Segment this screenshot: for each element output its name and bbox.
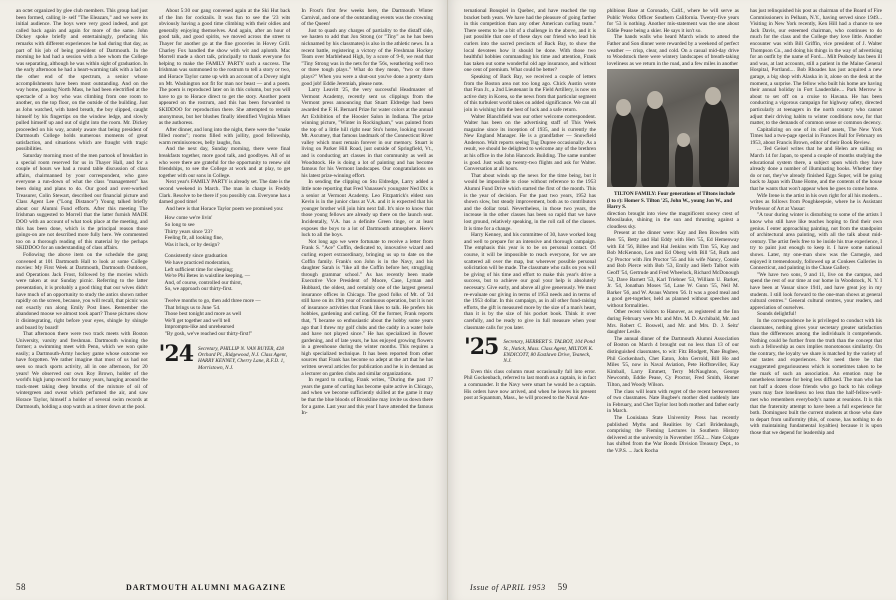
poem-line: Left sufficient time for sleeping; — [164, 266, 234, 273]
person-figure — [675, 141, 693, 187]
left-footer — [16, 582, 433, 592]
left-column-1 — [16, 8, 148, 572]
left-column-2 — [159, 8, 291, 572]
paragraph: After dinner, and long into the night, there were the "snake filled rooms"; rooms filled with jollity, good fellowship, warm reminiscences, belly laughs, fun. — [158, 126, 291, 146]
paragraph: And the next day, Sunday morning, there were final breakfasts together, more good talk, and goodbyes. All of us who were there are grateful for the opportunity to renew old friendships, to see the College at work and at play, to get together with our sons in College. — [158, 146, 291, 179]
poem-line: And, of course, controlled our thirst, — [164, 279, 243, 286]
paragraph: ... Ted Geisel writes that he and Helen are sailing on March 14 for Japan, to spend a couple of months studying the educational system there, a subject upon which they have already done a number of illuminating books. Whether they do or not, they've already finished Eggs Super, will be going back to Japan with Dane Home, and the contents of the house that he wants that won't appear when he goes to come home. — [750, 146, 882, 193]
poem-line: Thirty years since '23? — [164, 228, 213, 235]
paragraph: phibious Base at Coronado, Calif., where he will serve as Public Works Officer Southern California. Twenty-five years for '53 is nothing. Another mis-statement was the one about Eddie Pease being a skier. He says it isn't so. — [607, 8, 739, 34]
poem-line: How come we're livin' — [164, 215, 213, 222]
paragraph: direction brought into view the magnificent snowy crest of Moosilauke, shining in the sun and thrusting against a cloudless sky. — [607, 210, 739, 230]
paragraph: In regard to curling, Frank writes, "During the past 17 years the game of curling has become quite active in Chicago, and when we become sufficiently skilled at the game it may be that the blue bloods of Brookline may invite us down there for a game. Last year and this year I have attended the famous In- — [301, 377, 434, 417]
photo-caption: TILTON FAMILY: Four generations of Tiltons include (l to r): Homer S. Tilton '25, John W., young Jon W., and Harry S. — [607, 191, 736, 211]
paragraph: Not long ago we were fortunate to receive a letter from Frank S. "Ace" Coffin, dedicated to, innovative wizard and curling expert extraordinary, bringing us up to date on the Coffin family. Frank's son John is in the Navy, and his daughter Sarah is "like all the Coffin before her, struggling through grammar school." As has recently been made Executive Vice President of Moore, Case, Lyman and Hubbard, the oldest, and certainly one of the largest general insurance offices in Chicago. The good folks of Mt. of '24 still have on its 19th year of continuous operation, but it is not of insurance activities that Frank likes to talk. He prefers his hobbies, gardening and curling. Of the former, Frank reports that, "I became so enthusiastic about the hobby some years ago that I threw my golf clubs and the caddy in a water hole and have not played since." He has specialized in flower gardening, and of late years, he has enjoyed growing flowers in a greenhouse during the winter months. This requires a high specialized technique. It has been reported from other sources that Frank has become so adept at the art that he has written several articles for publication and he is in demand as a lecturer on garden clubs and similar organizations. — [301, 238, 434, 377]
paragraph: Even this class column must occasionally fall into error. Phil Gockenbach, referred to last month as a captain, is in fact a commander. It the Navy were smart he would be a captain. His orders have now arrived, and when he leaves his present post at Squantum, Mass., he will proceed to the Naval Am- — [464, 368, 596, 402]
paragraph: Capitalizing on one of its chief assets, The New York Times had a two-page special in Frances Ball for February on 1953, about Francis Brown, editor of their Book Review. — [750, 126, 882, 146]
paragraph: Sounds delightful! — [757, 311, 797, 318]
paragraph: That about winds up the news for the time being, but it would be impossible to close without reference to the 1953 Alumni Fund Drive which started the first of the month. This is the year of decision. For the past two years, 1952 has shown slow, but steady improvement, both as to contributors and the dollar total. Nevertheless, in those two years, the increase in the other classes has been so rapid that we have lost ground, relatively speaking, in the roll call of the classes. It is time for a change. — [464, 172, 596, 232]
poem-line: We have practiced moderation, — [164, 259, 231, 266]
right-page — [448, 0, 896, 600]
paragraph: Other recent visitors to Hanover, as registered at the Inn during February were Mr. and Mrs. M. D. Archibald, Mr. and Mrs. Robert C. Boswell, and Mr. and Mrs. D. J. Seitz' daughter Leslie. — [607, 309, 739, 336]
poem-line: Consistently since graduation — [164, 253, 228, 260]
paragraph: Harry Kenney, and his committee of 30, have worked long and well to prepare for an intensive and thorough campaign. The emphasis this year is to be on personal contact. Of course, it will be impossible to reach everyone, for we are scattered all over the map, but wherever possible personal solicitation will be made. The classmate who calls on you will be giving of his time and effort to make this year's drive a success, but to achieve our goal your help is absolutely necessary. Give early, and above all give generously. We must re-evaluate our giving in terms of 1953 needs and in terms of the 1953 dollar. In this campaign, as in all other fund-raising efforts, the gift is measured more by the size of a man's heart, than it is by the size of his pocket book. Think it over carefully, and be ready to give in full measure when your classmate calls for you later. — [464, 232, 596, 331]
secretary-info: Secretary, PHILLIP N. VAN BUYER, 428 Orchard Pl., Ridgewood, N.J. Class Agent, HARRY KENNEY, Cherry Lane, R.F.D. 1, Morristown, N.J. — [198, 345, 288, 371]
poem-line: Was it luck, or by design? — [164, 241, 220, 248]
paragraph: Next year's FAMILY PARTY is already set. The date is the second weekend in March. The man in charge is Freddy Clark. Resolve to be there if you possibly can. Everyone has a darned good time! — [158, 179, 291, 206]
paragraph: "A tour during winter is disturbing to some of the artists I know who still have like teaches hoping to find their own genius. I enter approaching painting, not from the standpoint of architectural area painting, with all the talk about mid-century. The artist feels free to be inside his true experience, I try to paint just enough to keep it. I have some national shows. Later, my one-man show was the Carnegie, and enjoyed it tremendously, followed up at Conkees Galleries in Connecticut, and painting in the Chase Gallery. — [750, 212, 882, 272]
paragraph: In sending the clipping on Stu Eldredge, Larry added a little note reporting that Fred Vanasses's youngster Ned Dix is a senior at Vermont Academy. Leo Fitzpatrick's eldest son Kevin is in the junior class at V.A. and it is expected that his younger brother will join him next fall. It's nice to know that those young fellows are already up there on the launch seat. Incidentally, V.A. has a definite Green tinge, or at least exposes the boys to a lot of Dartmouth atmosphere. Here's luck to all the boys. — [301, 179, 434, 239]
paragraph: Larry Leavitt '25, the very successful Headmaster of Vermont Academy, recently sent us clippings from the Vermont press announcing that Stuart Eldredge had been awarded the F. H. Bernard Prize for water colors at the annual Art Exhibition of the Hoosier Salon in Indiana. The prize winning picture, "Winter in Rockingham," was painted from the top of a little hill right near Stu's home, looking toward Mt. Ascutney, that famous landmark of the Connecticut River valley which must remain forever in our memory. Stuart is living on Parker Hill Road, just outside of Springfield, Vt., and is conducting art classes in that community as well as Woodstock. He is doing a lot of painting and has become famous for his Vermont landscapes. Our congratulations on his latest prize-winning effort. — [301, 87, 434, 179]
class-heading-1925 — [464, 334, 596, 365]
paragraph: About 5:30 our gang convened again at the Ski Hut back of the Inn for cocktails. It was fun to see the '23 wits obviously having a good time climbing with their oldies and generally enjoying themselves. And again, after an hour of good talk, and good spirits, we moved across the street to Thayer for another go at the fine groceries in Hovey Grill. Charley Fox handled the show with wit and aplomb. Mac Morrell made a short talk, principally to thank everyone for helping to make the FAMILY PARTY such a success. The Irishman was summoned to the rostrum to tell a story or two, and Horace Taylor came up with an account of a Dovey night on Mt. Washington not fit for man nor beast — and a poem. The poem is reproduced later on in this column, but you will have to go to Horace direct to get the story. Another poem appeared on the rostrum, and this has been forwarded to SKIDDOO for reproduction there. She attempted to remain anonymous, but her blushes finally identified Virginia Miner as the authoress. — [158, 8, 291, 127]
person-figure — [611, 111, 637, 187]
paragraph: The Louisiana State University Press has recently published Myths and Realities by Carl Bridenbaugh, comprising the Fleming Lectures in Southern History delivered at the university in November 1952.... Nate Colgate has shifted from the War Bonds Division Treasury Dept., to the V.P.S. ... Jack Rocha — [607, 414, 739, 454]
right-footer — [464, 582, 882, 592]
poem-line: So, we approach our thirty-first. — [164, 286, 233, 293]
class-heading-1924 — [158, 340, 291, 372]
poem-line: Those best tonight and more as well — [164, 311, 242, 318]
poem-line: Twelve months to go, then add three more — — [164, 297, 261, 304]
paragraph: ternational Bonspiel in Quebec, and have reached the top bracket both years. We have had the pleasure of going farther in this competition than any other American curling team." There seems to be a bit of a challenge in the above, and it is just possible that one of these days our friend who lead his curlers into the sacred precincts of Back Bay, to show the local devotees how it should be done. With those two healthful hobbies commanding his time and attention, Frank has taken out some wonderful old age insurance, and without one cent of premium. What could be better? — [464, 8, 596, 74]
paragraph: Just to quash any charges of partiality to the distaff side, we hasten to add that Jon Strong (or "Tiny" as he has been nicknamed by his classmates) is also in the athletic news. In a recent battle, registering a victory of the Freshman Hockey Team over Marblehead High, by a score of 9-0, we read that "Tiny Strong was in the nets for the '56s, weathering well two or three tough plays." What do they mean, "two or three plays?" When you were a shut-out you've done a pretty darn good job! Eddie Jeremiah, please note. — [301, 27, 434, 87]
poem — [165, 215, 291, 337]
paragraph: In the correspondence he is privileged to conduct with his classmates, nothing gives your secretary greater satisfaction than the differences among the individuals it comprehends. Nothing could be further from the truth than the concept that such a fellowship as ours implies monotonous similarity. On the contrary, the loyalty we share is matched by the variety of our tastes and experiences. Nor need there be that exaggerated gregariousness which is sometimes taken to be the mark of such an association. An emotion may be nonetheless intense for being less diffused. The man who has not half a dozen close friends who go back to his college years may face loneliness no less than the half-fellow-well-met who remembers everybody's name at reunions. It is this that the fraternity attempt to have been a full experience for both. Dominguez built the current students at those who dare to depart from uniformity (this, of course, has nothing to do with maintaining fundamental loyalties) because it is upon those that we depend for leadership and — [750, 317, 882, 436]
left-column-3 — [301, 8, 433, 572]
paragraph: Saturday morning most of the men partook of breakfast in a special room reserved for us in Thayer Hall, and for a couple of hours we had a round table discussion of class affairs, chairmanned by your correspondent, who gave everyone a run-down of what the class "management" has been doing and plans to do. Our good and over-worked Treasurer, Colin Stewart, described our financial picture and Class Agent Lee ("Long Distance") Young talked briefly about our Alumni Fund efforts. After this meeting The Irishman suggested to Morrell that the latter furnish MADE DOO with an account of what took place at the meeting, and this has been done, which is the principal reason those goings-on are not described more fully here. We commented too on a thorough reading of this material by the perhaps SKIDDOO for an understanding of class affairs. — [16, 153, 148, 252]
right-column-3 — [750, 8, 882, 572]
paragraph: "We have two sons, 9 and 11, live on the campus, and spend the rest of our time at our home in Woodstock, N. Y. I have been at Vassar since 1941, and have great joy in my students. I still look forward to the one-man shows at general cultural centres." General cultural centres, your readers, and appreciation of ourselves. — [750, 271, 882, 311]
poem-line: So long to see — [164, 222, 195, 228]
magazine-title: DARTMOUTH ALUMNI MAGAZINE — [126, 583, 287, 592]
paragraph: an octet organized by glee club members. This group had just been formed, calling it- self "The Eleazars," and we were its initial audience. The boys were very good indeed, and got called back again and again for more of the same. John Dickey spoke briefly and entertainingly, prefacing his remarks with different experiences he had during that day, as part of his job of being president of Dartmouth. In the morning he had had a session with a bee whom the College was separating, although he was within sight of graduation. In the early afternoon he had a heart-warming talk with a lad on the other end of the spectrum, a senior whose accomplishments have been most outstanding. And on the way home, passing North Mass, he had been electrified at the spectacle of a boy who was climbing from one room to another, on the top floor, on the outside of the building. Just as John watched, with bated breath, the boy slipped, caught himself by his fingertips on the window ledge, and slowly pulled himself up and out of sight into the room. Mr. Dickey proceeded on his way, acutely aware that being president of Dartmouth College holds numerous moments of great satisfaction, and situations which are fraught with tragic possibilities. — [16, 8, 148, 153]
poem-line: Impromptu-like and unrehearsed — [164, 324, 235, 331]
class-year-number: '25 — [464, 334, 499, 361]
paragraph: In Frost's first few weeks here, the Dartmouth Winter Carnival, and one of the outstanding events was the crowning of the Queen! — [301, 8, 434, 28]
class-year-number: '24 — [158, 340, 194, 367]
poem-line: "By gosh, we've reached our thirty-first!" — [164, 330, 253, 337]
poem-line: Feeling fit, all looking fine, — [164, 235, 223, 242]
poem-line: We're Phi Betes in waistline keeping, — — [164, 273, 251, 280]
page-number: 58 — [16, 582, 26, 592]
right-column-2 — [607, 8, 739, 572]
poem-line: That brings us to June '54. — [164, 304, 221, 311]
person-figure — [641, 103, 669, 187]
poem-line: We'll get together and we'll tell — [164, 317, 231, 324]
paragraph: And here is that Horace Taylor poem we promised you: — [165, 205, 284, 212]
paragraph: has just relinquished his post as chairman of the Board of Fire Commissioners in Pelham, N.Y., having served since 1949... Visiting in New York recently, Ken Hill had a chance to see Jack Davis, our esteemed chairman, who continues to do much for the class and the College they love little. Another encounter was with Bill Griffin, vice president of J. Walter Thompson Co., and doing his things in the way of advertising for an outfit by the name of Ford.... Milt Peabody has been ill and was, at last accounts, still a patient in the Maine General Hospital, Portland.... Bob Rhoades has just acquired a new garage, a big shop with Alaska in it, alone on the desk at the moment, a surprise. The fellow who built his home are having their annual holiday in Fort Lauderdale.... Park Merrow is about to set off on a cruise to Havana. He has been conducting a vigorous campaign for highway safety, directed particularly at teenagers in the north country who cannot adjust their driving habits to winter conditions now, for that matter, to the demands of common sense or common decency. — [750, 8, 882, 127]
paragraph: The hands walls who heard March winds to attend the Father and Son dinner were rewarded by a weekend of perfect weather — crisp, clear, and cold. On a casual mid-day drive to Woodstock there were wintery landscapes of breath-taking loveliness as we return in the road, and a few miles in another — [607, 34, 739, 67]
issue-date: Issue of APRIL 1953 — [470, 583, 546, 592]
page-number: 59 — [557, 582, 568, 592]
paragraph: Wife Irene is the artist in his own right for all his modern... writes as follows from Poughkeepsie, where he is Assistant Professor of Art at Vassar: — [750, 192, 882, 212]
right-column-1 — [464, 8, 596, 572]
paragraph: Following the above item on the schedule the gang convened at 101 Dartmouth Hall to look at some College movies: My First Week at Dartmouth, Dartmouth Outdoors, and Operations Jack Frost, followed by the movies which were taken at our Sunday picnic. Referring to the latter presentation, it is probably a good thing that our wives didn't have much of an opportunity to study the antics shown rather rapidly on the screen, because, you will recall, that picnic was not exactly run along Emily Post lines. Remember the abandoned moose we almost took apart? Those pictures show it disintegrating, right before your eyes, shingle by shingle and board by board! — [16, 251, 148, 331]
paragraph: Speaking of Back Bay, we received a couple of letters from the Boston area not too long ago. Chick Austin wrote that Fran Jr., a 2nd Lieutenant in the Field Artillery, is now on active duty in Korea, so the news from that particular segment of this turbulent world takes on added significance. We can all join in wishing him the best of luck and a safe return. — [464, 73, 596, 113]
paragraph: Walter Blanchfield was our other welcome correspondent. Walter has been on the advertising staff of This Week magazine since its inception of 1935, and is currently the New England Manager. He is a grandfather — Snowfield Anderson. Walt reports seeing Tug Dupree occasionally. As a result, we should be delighted to welcome any of the brethren at his office in the John Hancock Building. The same number is good. Just walk up twenty-two flights and ask for Walter. Conversation at all hours. — [464, 113, 596, 173]
paragraph: The class will learn with regret of the recent bereavement of two classmates. Nate Bugbee's mother died suddenly late in February, and Chet Taylor lost both mother and father early in March. — [607, 388, 739, 415]
paragraph: The annual dinner of the Dartmouth Alumni Association of Boston on March 4 brought out no less than 13 of our distinguished classmates, to wit: Fitz Blodgett, Nate Bugbee, Phil Gockenbach, Chet Eaton, John Gerrold, Bill Ho and Miles '55, now in Naval Aviation, Pete Hoffsteviller, Kay Kimball, Larry Emmett, Terry McNaughton, George Newcomb, Eddie Pease, Cy Proctor, Fred Smith, Homer Tilton, and Woody Wilson. — [607, 335, 739, 388]
paragraph: Present at the dinner were: Kay and Ben Bowden with Ben '55, Betty and Hal Eddy with Hen '55, Ed Hemenway with Ed '56, Billee and Hal Jenkins with Tim '55, Kay and Bob McKennon, Len and Ed Oberg with Bill '54, Ruth and Cy Proctor with Jim Proctor '55 and his wife Nancy, Connie and Bob Pierce with Bob '53, Emily and Herb Talbot with Geoff '54, Gertrude and Fred Wheelock, Richard McDonough '52, Dave Barnett '53, Karl Triebner '53, William U. Barker, Jr. '54, Jonathan Moses '54, Lane W. Gunn '55, Neil M. Barker '56, and W. Avaus Warren '56. It was a good meal and a good get-together, held as planned without speeches and without formalities. — [607, 230, 739, 309]
secretary-info: Secretary, HERBERT S. TALBOT, 104 Pond St., Natick, Mass. Class Agent, MILTON K. ENDICOTT, 80 Eastlawn Drive, Teaneck, N.J. — [503, 339, 595, 365]
person-figure — [699, 99, 729, 187]
paragraph: That afternoon there were two track meets with Boston University, varsity and freshman. Dartmouth winning the former; a swimming meet with Penn, which we won quite easily; a Dartmouth-Army hockey game whose outcome we have forgotten. We rather imagine that most of us had not seen so much sports activity, all in one afternoon, for 20 years! We observed our own Roy Brown, holder of the world's high jump record for many years, hanging around the track-meet taking deep breaths of the mixture of oil of wintergreen and sweat which perfumed the air, and saw Horace Taylor, himself a holder of several swim records at Dartmouth, holding a stop watch as a timer down at the pool. — [16, 331, 148, 410]
family-photo — [607, 69, 739, 187]
